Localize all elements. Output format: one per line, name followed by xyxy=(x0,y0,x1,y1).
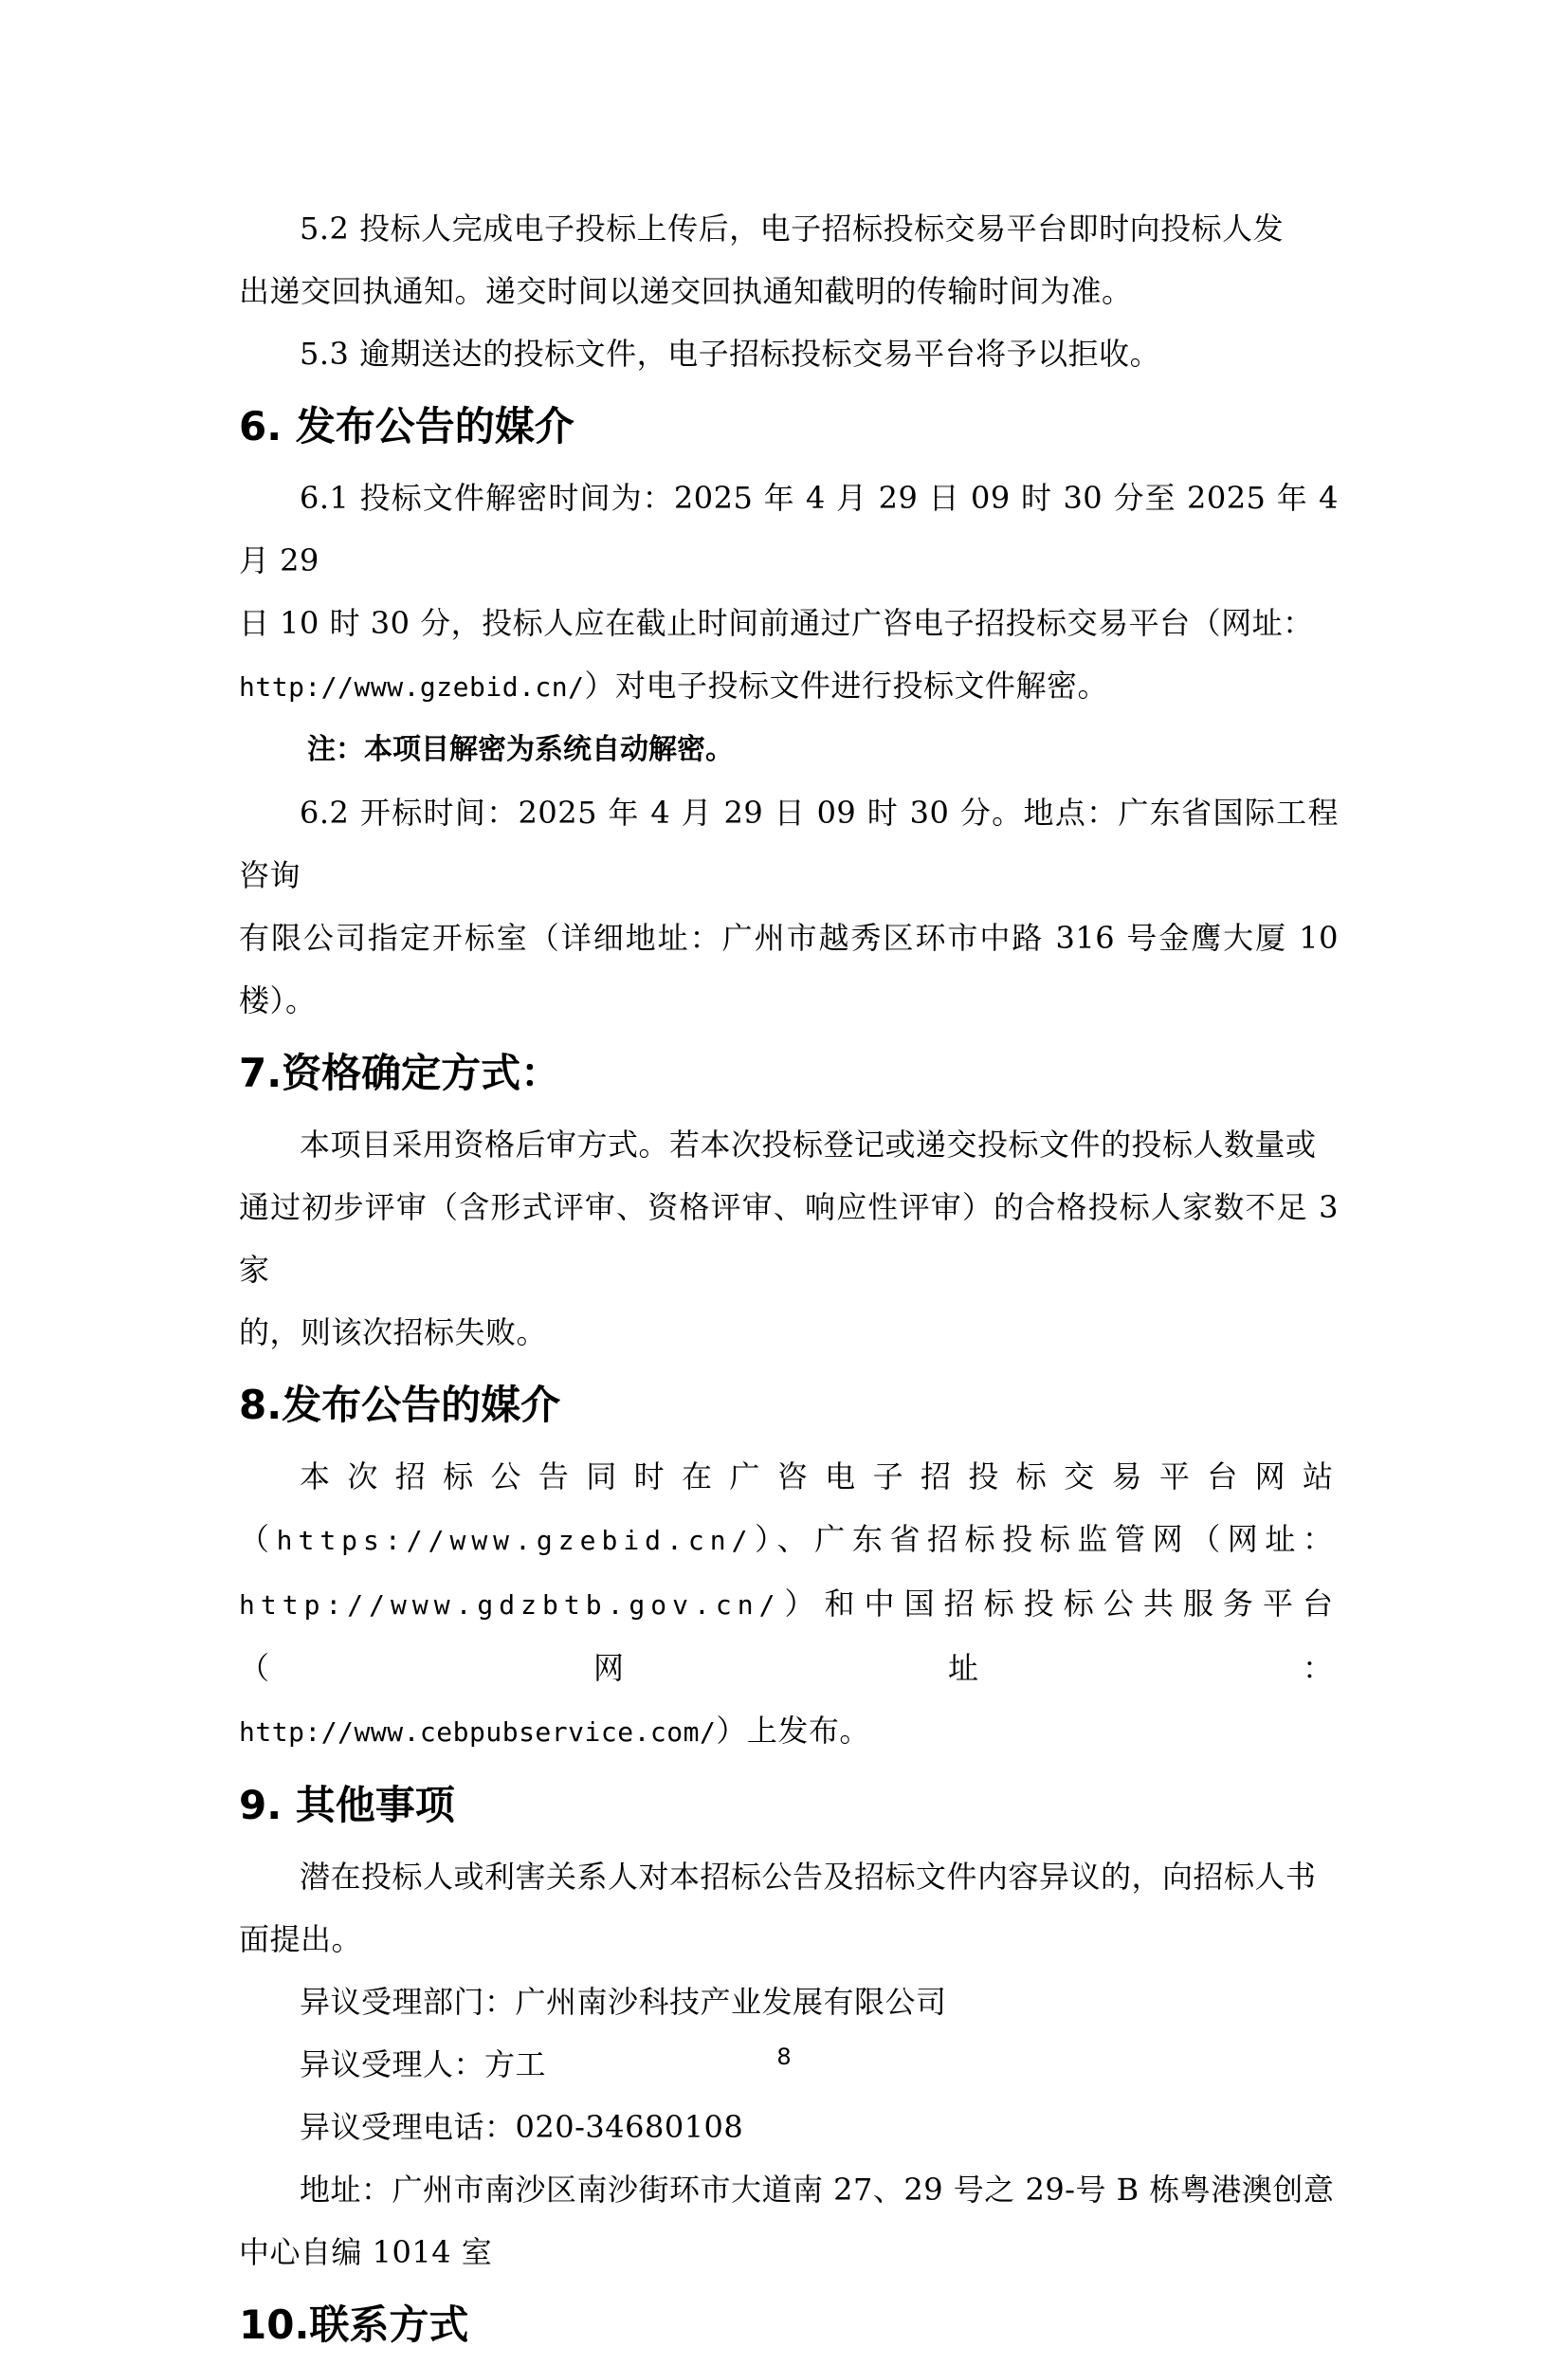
heading-section-8: 8.发布公告的媒介 xyxy=(239,1382,561,1428)
paragraph-8-line2 xyxy=(239,1508,1339,1572)
paragraph-8-line2-text: ）、广东省招标投标监管网（网址： xyxy=(753,1521,1339,1557)
paragraph-8-line3-text: ）和中国招标投标公共服务平台（网址： xyxy=(239,1586,1339,1686)
paragraph-7-line1: 本项目采用资格后审方式。若本次投标登记或递交投标文件的投标人数量或 xyxy=(300,1127,1317,1163)
paragraph-5-2-line1: 5.2 投标人完成电子投标上传后，电子招标投标交易平台即时向投标人发 xyxy=(300,211,1285,247)
paragraph-6-2-line1: 6.2 开标时间：2025 年 4 月 29 日 09 时 30 分。地点：广东省国际工程咨询 xyxy=(239,795,1339,893)
heading-section-6: 6. 发布公告的媒介 xyxy=(239,403,574,449)
heading-section-7: 7.资格确定方式： xyxy=(239,1050,561,1096)
paragraph-8-line1: 本次招标公告同时在广咨电子招投标交易平台网站 xyxy=(300,1458,1339,1494)
paragraph-5-2-line2: 出递交回执通知。递交时间以递交回执通知截明的传输时间为准。 xyxy=(239,273,1133,309)
heading-section-9: 9. 其他事项 xyxy=(239,1782,455,1828)
objection-address-line1: 地址：广州市南沙区南沙街环市大道南 27、29 号之 29-号 B 栋粤港澳创意 xyxy=(300,2172,1335,2208)
gdzbtb-url-link[interactable]: http://www.gdzbtb.gov.cn/ xyxy=(239,1589,781,1621)
objection-address-line2: 中心自编 1014 室 xyxy=(239,2234,493,2270)
paragraph-6-1-line3 xyxy=(239,654,1339,719)
paragraph-6-1-line1: 6.1 投标文件解密时间为：2025 年 4 月 29 日 09 时 30 分至 2025 年 4 月 29 xyxy=(239,480,1339,578)
page-content xyxy=(239,197,1339,2365)
gzebid-url-link[interactable]: https://www.gzebid.cn/ xyxy=(276,1525,754,1556)
objection-department: 异议受理部门：广州南沙科技产业发展有限公司 xyxy=(300,1984,947,2020)
paragraph-6-2-line2: 有限公司指定开标室（详细地址：广州市越秀区环市中路 316 号金鹰大厦 10 楼）。 xyxy=(239,920,1339,1018)
paragraph-7-line2: 通过初步评审（含形式评审、资格评审、响应性评审）的合格投标人家数不足 3 家 xyxy=(239,1189,1339,1288)
paragraph-8-line2-open: （ xyxy=(239,1521,277,1557)
page-number: 8 xyxy=(776,2044,792,2070)
cebpubservice-url-link[interactable]: http://www.cebpubservice.com/ xyxy=(239,1716,717,1748)
decrypt-note: 注：本项目解密为系统自动解密。 xyxy=(307,733,734,766)
paragraph-7-line3: 的，则该次招标失败。 xyxy=(239,1314,548,1350)
paragraph-6-1-line3-text: ）对电子投标文件进行投标文件解密。 xyxy=(584,668,1109,704)
paragraph-8-line3 xyxy=(239,1572,1339,1699)
paragraph-9-line2: 面提出。 xyxy=(239,1921,363,1957)
objection-phone: 异议受理电话：020-34680108 xyxy=(300,2109,744,2145)
paragraph-9-line1: 潜在投标人或利害关系人对本招标公告及招标文件内容异议的，向招标人书 xyxy=(300,1859,1317,1895)
heading-section-10: 10.联系方式 xyxy=(239,2301,469,2348)
decrypt-url-link[interactable]: http://www.gzebid.cn/ xyxy=(239,671,585,703)
paragraph-6-1-line2: 日 10 时 30 分，投标人应在截止时间前通过广咨电子招投标交易平台（网址： xyxy=(239,605,1314,641)
paragraph-8-line4-text: ）上发布。 xyxy=(716,1713,870,1749)
objection-person: 异议受理人：方工 xyxy=(300,2046,547,2082)
paragraph-5-3: 5.3 逾期送达的投标文件，电子招标投标交易平台将予以拒收。 xyxy=(300,336,1161,372)
paragraph-8-line4 xyxy=(239,1699,1339,1764)
